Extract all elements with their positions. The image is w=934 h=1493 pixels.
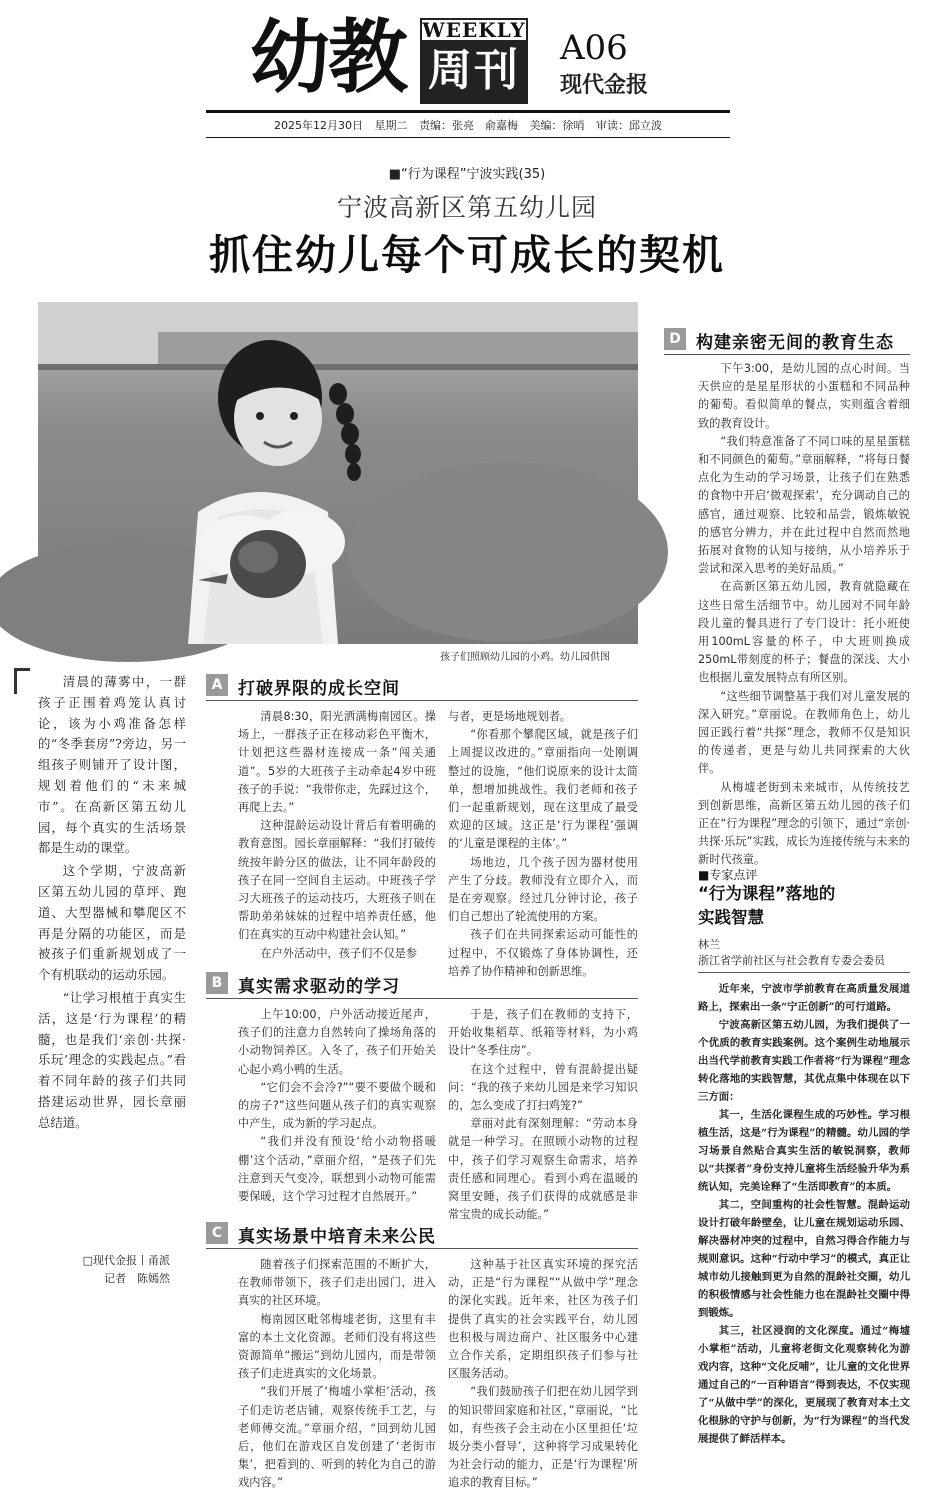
masthead-title: 幼教 [250, 10, 406, 104]
expert-rule [698, 972, 910, 973]
section-c-paragraph: 随着孩子们探索范围的不断扩大，在教师带领下，孩子们走出园门，进入真实的社区环境。 [238, 1258, 436, 1308]
expert-title-line2: 实践智慧 [698, 908, 764, 927]
photo-caption: 孩子们照顾幼儿园的小鸡。幼儿园供图 [440, 652, 610, 663]
section-d-paragraph: 从梅墟老街到未来城市，从传统技艺到创新思维，高新区第五幼儿园的孩子们正在“行为课程”理念的引领下，通过“亲创·共探·乐玩”实践，成长为连接传统与未来的新时代孩童。 [698, 780, 910, 867]
expert-affiliation: 浙江省学前社区与社会教育专委会委员 [698, 954, 885, 967]
dateline-designer: 美编：徐哨 [529, 119, 585, 132]
section-a-paragraph: 清晨8:30，阳光洒满梅南园区。操场上，一群孩子正在移动彩色平衡木，计划把这些器材连接成一条“闯关通道”。5岁的大班孩子主动牵起4岁中班孩子的手说：“我带你走，先踩过这个，再爬上去。” [238, 710, 436, 815]
expert-paragraph: 近年来，宁波市学前教育在高质量发展道路上，探索出一条“宁正创新”的可行道路。 [698, 983, 910, 1013]
section-b-tag: B [206, 972, 228, 994]
section-c-paragraph: “我们鼓励孩子们把在幼儿园学到的知识带回家庭和社区，”章丽说，“比如，有些孩子会主动在小区里担任‘垃圾分类小督导’，这种将学习成果转化为社会行动的能力，正是‘行为课程’所追求的教育目标。” [448, 1385, 638, 1490]
expert-paragraph: 其三，社区浸润的文化深度。通过“梅墟小掌柜”活动，儿童将老街文化观察转化为游戏内容，这种“文化反哺”，让儿童的文化世界通过自己的“一百种语言”得到表达，不仅实现了“从做中学”的深化，更展现了教育对本土文化根脉的守护与创新，为“行为课程”的当代发展提供了鲜活样本。 [698, 1325, 910, 1445]
section-d-paragraph: “我们特意准备了不同口味的星星蛋糕和不同颜色的葡萄。”章丽解释，“将每日餐点化为生动的学习场景，让孩子们在熟悉的食物中开启‘微观探索’，充分调动自己的感官，通过观察、比较和品尝，锻炼敏锐的感官分辨力，并在此过程中自然而然地拓展对食物的认知与接纳，从小培养乐于尝试和深入思考的美好品质。” [698, 434, 910, 576]
section-b-paragraph: “我们并没有预设‘给小动物搭暖棚’这个活动，”章丽介绍，“是孩子们先注意到天气变冷，联想到小动物可能需要保暖，这个学习过程才自然展开。” [238, 1135, 436, 1204]
section-b-rule [206, 998, 638, 999]
section-b-paragraph: 于是，孩子们在教师的支持下，开始收集稻草、纸箱等材料，为小鸡设计“冬季住房”。 [448, 1008, 638, 1058]
lede-bracket [14, 668, 30, 694]
section-a-paragraph: 这种混龄运动设计背后有着明确的教育意图。园长章丽解释：“我们打破传统按年龄分区的做法，让不同年龄段的孩子在同一空间自主运动。中班孩子学习大班孩子的运动技巧，大班孩子则在帮助弟弟妹妹的过程中培养责任感，他们在真实的互动中构建社会认知。” [238, 819, 436, 942]
section-a-col1 [238, 708, 436, 963]
section-c-title: 真实场景中培育未来公民 [238, 1227, 436, 1247]
section-a-paragraph: “你看那个攀爬区域，就是孩子们上周提议改进的。”章丽指向一处刚调整过的设施，“他们说原来的设计太简单，想增加挑战性。我们老师和孩子们一起重新规划，现在这里成了最受欢迎的区域。这正是‘行为课程’强调的‘儿童是课程的主体’。” [448, 728, 638, 851]
masthead-rule-top [206, 110, 730, 113]
section-c-rule [206, 1248, 638, 1249]
series-label: ■“行为课程”宁波实践(35) [388, 167, 546, 182]
section-c-col2 [448, 1256, 638, 1493]
section-d-paragraph: 在高新区第五幼儿园，教育就隐藏在这些日常生活细节中。幼儿园对不同年龄段儿童的餐具进行了专门设计：托小班使用100mL容量的杯子，中大班则换成250mL带刻度的杯子；餐盘的深浅、大小也根据儿童发展特点有所区别。 [698, 580, 910, 685]
expert-paragraph: 其二，空间重构的社会性智慧。混龄运动设计打破年龄壁垒，让儿童在规划运动乐园、解决器材冲突的过程中，自然习得合作能力与规则意识。这种“行动中学习”的模式，真正让城市幼儿接触到更为自然的混龄社交圈，幼儿的积极情感与社会性能力也在混龄社交圈中得到锻炼。 [698, 1199, 910, 1319]
masthead-rule-bottom [206, 137, 730, 138]
expert-body [698, 980, 910, 1448]
section-d-tag: D [664, 328, 686, 350]
lede-column [38, 672, 186, 1134]
dateline-editor: 责编：张亮 俞嘉梅 [419, 119, 518, 132]
section-b-paragraph: 章丽对此有深刻理解：“劳动本身就是一种学习。在照顾小动物的过程中，孩子们学习观察生命需求，培养责任感和同理心。看到小鸡在温暖的窝里安睡，孩子们获得的成就感是非常宝贵的成长动能。” [448, 1117, 638, 1222]
zhoukan-label: 周刊 [428, 45, 520, 96]
section-d-title: 构建亲密无间的教育生态 [696, 333, 894, 353]
section-b-paragraph: 上午10:00，户外活动接近尾声，孩子们的注意力自然转向了操场角落的小动物饲养区。入冬了，孩子们开始关心起小鸡小鸭的生活。 [238, 1008, 436, 1076]
section-b-paragraph: 在这个过程中，曾有混龄提出疑问：“我的孩子来幼儿园是来学习知识的，怎么变成了打扫鸡笼?” [448, 1062, 638, 1113]
expert-paragraph: 其一，生活化课程生成的巧妙性。学习根植生活，这是“行为课程”的精髓。幼儿园的学习场景自然贴合真实生活的敏锐洞察，教师以“共探者”身份支持儿童将生活经验升华为系统认知，完美诠释了“生活即教育”的本质。 [698, 1109, 910, 1193]
byline [38, 1252, 170, 1288]
section-a-col2 [448, 708, 638, 981]
expert-paragraph: 宁波高新区第五幼儿园，为我们提供了一个优质的教育实践案例。这个案例生动地展示出当代学前教育实践工作者将“行为课程”理念转化落地的实践智慧，其优点集中体现在以下三方面： [698, 1019, 910, 1103]
headline-title: 抓住幼儿每个可成长的契机 [209, 231, 725, 279]
section-c-tag: C [206, 1222, 228, 1244]
lede-paragraph: “让学习根植于真实生活，这是‘行为课程’的精髓，也是我们‘亲创·共探·乐玩’理念的实践起点。”看着不同年龄的孩子们共同搭建运动世界，园长章丽总结道。 [38, 989, 186, 1130]
page-number: A06 [560, 28, 628, 68]
section-a-paragraph: 孩子们在共同探索运动可能性的过程中，不仅锻炼了身体协调性，还培养了协作精神和创新思维。 [448, 928, 638, 978]
section-a-paragraph: 场地边，几个孩子因为器材使用产生了分歧。教师没有立即介入，而是在旁观察。经过几分钟讨论，孩子们自己想出了轮流使用的方案。 [448, 855, 638, 924]
section-a-tag: A [206, 674, 228, 696]
section-b-col1 [238, 1006, 436, 1206]
section-d-paragraph: 下午3:00，是幼儿园的点心时间。当天供应的是星星形状的小蛋糕和不同品种的葡萄。看似简单的餐点，实则蕴含着细致的教育设计。 [698, 362, 910, 430]
section-b-col2 [448, 1006, 638, 1224]
paper-name: 现代金报 [560, 73, 649, 98]
section-b-paragraph: “它们会不会冷?”“要不要做个暖和的房子?”这些问题从孩子们的真实观察中产生，成为新的学习起点。 [238, 1080, 436, 1131]
dateline-reviewer: 审读：邱立波 [596, 119, 662, 132]
headline-subhead: 宁波高新区第五幼儿园 [336, 193, 597, 222]
expert-label: ■专家点评 [698, 868, 758, 882]
section-a-rule [206, 700, 638, 701]
dateline [206, 117, 730, 135]
weekly-label: WEEKLY [420, 18, 528, 42]
expert-author: 林兰 [698, 938, 720, 951]
section-a-title: 打破界限的成长空间 [238, 679, 400, 699]
section-d-paragraph: “这些细节调整基于我们对儿童发展的深入研究。”章丽说。在教师角色上，幼儿园正践行着“共探”理念，教师不仅是知识的传递者，更是与幼儿共同探索的大伙伴。 [698, 689, 910, 776]
byline-reporter: 记者 陈嫣然 [104, 1272, 170, 1285]
lede-paragraph: 这个学期，宁波高新区第五幼儿园的草坪、跑道、大型器械和攀爬区不再是分隔的功能区，而是被孩子们重新规划成了一个有机联动的运动乐园。 [38, 863, 186, 983]
lede-paragraph: 清晨的薄雾中，一群孩子正围着鸡笼认真讨论，该为小鸡准备怎样的“冬季套房”?旁边，另一组孩子则铺开了设计图，规划着他们的“未来城市”。在高新区第五幼儿园，每个真实的生活场景都是生动的课堂。 [38, 674, 186, 856]
dateline-date: 2025年12月30日 [274, 119, 363, 132]
section-c-paragraph: 这种基于社区真实环境的探究活动，正是“行为课程”“从做中学”理念的深化实践。近年来，社区为孩子们提供了真实的社会实践平台，幼儿园也积极与周边商户、社区服务中心建立合作关系，定期组织孩子们参与社区服务活动。 [448, 1258, 638, 1381]
section-c-paragraph: 梅南园区毗邻梅墟老街，这里有丰富的本土文化资源。老师们没有将这些资源简单“搬运”到幼儿园内，而是带领孩子们走进真实的文化场景。 [238, 1312, 436, 1381]
expert-title-line1: “行为课程”落地的 [698, 884, 836, 903]
section-d-rule [664, 354, 910, 355]
photo-illustration [38, 302, 638, 644]
section-b-title: 真实需求驱动的学习 [238, 977, 400, 997]
section-a-paragraph: 在户外活动中，孩子们不仅是参 [260, 946, 418, 960]
section-a-paragraph: 与者，更是场地规划者。 [448, 710, 572, 723]
lead-photo [38, 302, 638, 644]
section-c-col1 [238, 1256, 436, 1493]
byline-outlet: □现代金报丨甬派 [82, 1254, 170, 1267]
section-c-paragraph: “我们开展了‘梅墟小掌柜’活动，孩子们走访老店铺，观察传统手工艺，与老师傅交流。”章丽介绍，“回到幼儿园后，他们在游戏区自发创建了‘老街市集’，把看到的、听到的转化为自己的游戏内容。” [238, 1385, 436, 1490]
dateline-weekday: 星期二 [374, 119, 408, 132]
section-d-column [698, 360, 910, 870]
weekly-badge [420, 18, 528, 104]
